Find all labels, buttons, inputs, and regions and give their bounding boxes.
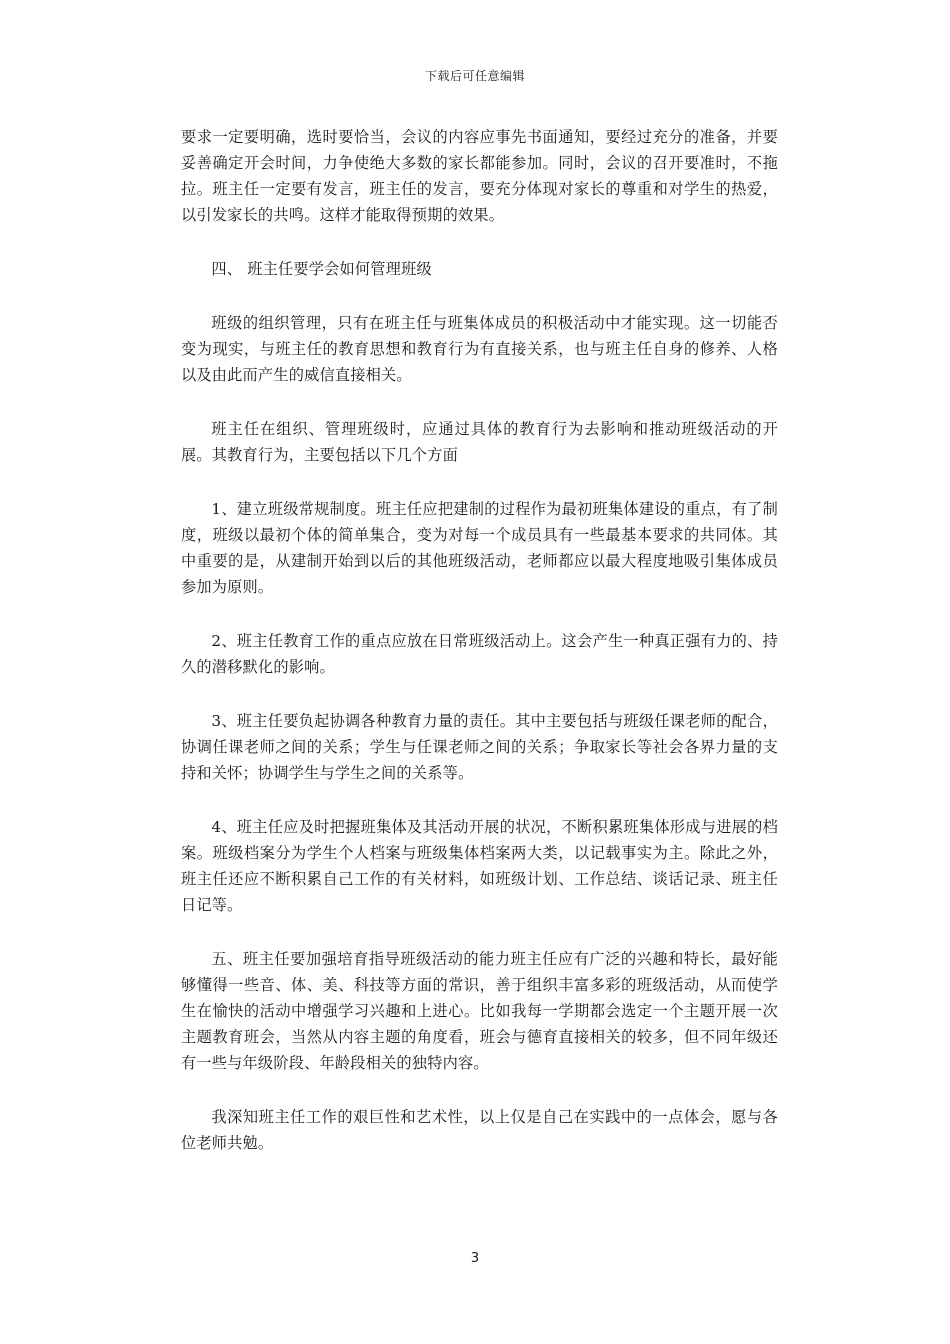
page-header: 下载后可任意编辑 bbox=[424, 69, 525, 83]
paragraph-gap bbox=[181, 228, 778, 256]
closing-paragraph: 我深知班主任工作的艰巨性和艺术性，以上仅是自己在实践中的一点体会，愿与各位老师共勉。 bbox=[181, 1108, 778, 1152]
document-body bbox=[181, 124, 778, 1156]
paragraph-gap bbox=[181, 282, 778, 310]
paragraph-gap bbox=[181, 468, 778, 496]
paragraph-gap bbox=[181, 388, 778, 416]
paragraph-gap bbox=[181, 1076, 778, 1104]
section-heading: 四、 班主任要学会如何管理班级 bbox=[211, 260, 432, 278]
list-item-paragraph: 2、班主任教育工作的重点应放在日常班级活动上。这会产生一种真正强有力的、持久的潜移默化的影响。 bbox=[181, 632, 778, 676]
paragraph-gap bbox=[181, 680, 778, 708]
paragraph-gap bbox=[181, 918, 778, 946]
list-item-paragraph: 1、建立班级常规制度。班主任应把建制的过程作为最初班集体建设的重点，有了制度，班级以最初个体的简单集合，变为对每一个成员具有一些最基本要求的共同体。其中重要的是，从建制开始到以后的其他班级活动，老师都应以最大程度地吸引集体成员参加为原则。 bbox=[181, 500, 778, 596]
paragraph: 班主任在组织、管理班级时，应通过具体的教育行为去影响和推动班级活动的开展。其教育行为，主要包括以下几个方面 bbox=[181, 420, 778, 464]
list-item-paragraph: 4、班主任应及时把握班集体及其活动开展的状况，不断积累班集体形成与进展的档案。班级档案分为学生个人档案与班级集体档案两大类，以记载事实为主。除此之外，班主任还应不断积累自己工作的有关材料，如班级计划、工作总结、谈话记录、班主任日记等。 bbox=[181, 818, 778, 914]
section-paragraph: 五、班主任要加强培育指导班级活动的能力班主任应有广泛的兴趣和特长，最好能够懂得一些音、体、美、科技等方面的常识，善于组织丰富多彩的班级活动，从而使学生在愉快的活动中增强学习兴趣和上进心。比如我每一学期都会选定一个主题开展一次主题教育班会，当然从内容主题的角度看，班会与德育直接相关的较多，但不同年级还有一些与年级阶段、年龄段相关的独特内容。 bbox=[181, 950, 778, 1072]
paragraph-continuation: 要求一定要明确，选时要恰当，会议的内容应事先书面通知，要经过充分的准备，并要妥善确定开会时间，力争使绝大多数的家长都能参加。同时，会议的召开要准时，不拖拉。班主任一定要有发言，班主任的发言，要充分体现对家长的尊重和对学生的热爱，以引发家长的共鸣。这样才能取得预期的效果。 bbox=[181, 128, 778, 224]
list-item-paragraph: 3、班主任要负起协调各种教育力量的责任。其中主要包括与班级任课老师的配合，协调任课老师之间的关系；学生与任课老师之间的关系；争取家长等社会各界力量的支持和关怀；协调学生与学生之间的关系等。 bbox=[181, 712, 778, 782]
paragraph: 班级的组织管理，只有在班主任与班集体成员的积极活动中才能实现。这一切能否变为现实，与班主任的教育思想和教育行为有直接关系，也与班主任自身的修养、人格以及由此而产生的威信直接相关。 bbox=[181, 314, 778, 384]
page-number: 3 bbox=[470, 1251, 480, 1266]
paragraph-gap bbox=[181, 786, 778, 814]
paragraph-gap bbox=[181, 600, 778, 628]
